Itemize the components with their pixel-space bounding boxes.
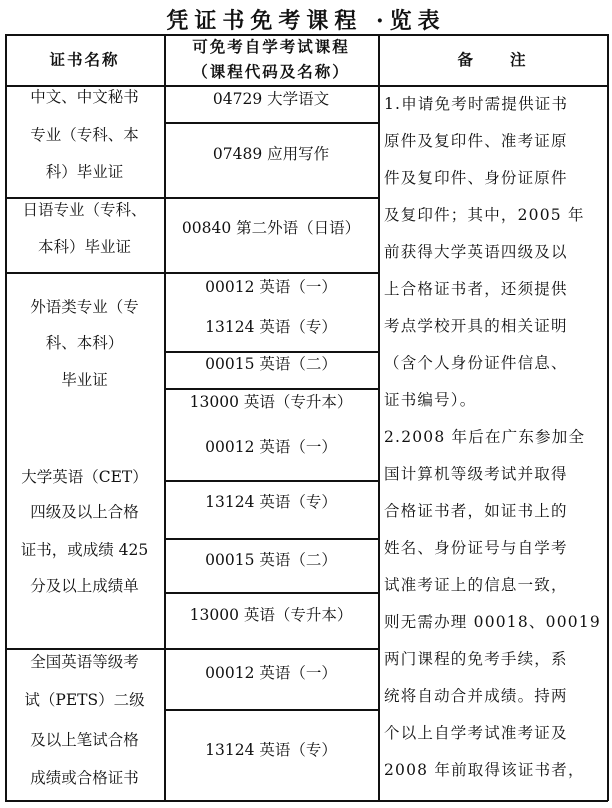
header-course-line2: （课程代码及名称） <box>192 62 350 81</box>
certificate-name-line: 及以上笔试合格 <box>30 731 139 749</box>
table-border <box>164 122 378 124</box>
remark-line: 统将自动合并成绩。持两 <box>384 687 568 705</box>
table-border <box>164 388 378 390</box>
table-border <box>5 197 164 199</box>
certificate-name-line: 专业（专科、本 <box>30 126 139 144</box>
table-border <box>164 272 378 274</box>
remark-line: 前获得大学英语四级及以 <box>384 243 568 261</box>
remark-line: 个以上自学考试准考证及 <box>384 724 568 742</box>
table-border <box>164 709 378 711</box>
table-border <box>164 538 378 540</box>
table-border <box>5 34 608 36</box>
course-line: 04729 大学语文 <box>212 90 330 108</box>
table-border <box>607 34 609 801</box>
course-line: 00015 英语（二） <box>205 551 337 569</box>
remark-line: 考点学校开具的相关证明 <box>384 317 568 335</box>
table-border <box>5 85 608 87</box>
certificate-name-line: 全国英语等级考 <box>30 653 139 671</box>
certificate-name-line: 科、本科） <box>45 334 124 352</box>
header-course-line1: 可免考自学考试课程 <box>192 37 350 56</box>
remark-line: 1.申请免考时需提供证书 <box>384 95 569 113</box>
remark-line: 原件及复印件、准考证原 <box>384 132 568 150</box>
certificate-name-line: 成绩或合格证书 <box>30 769 139 787</box>
certificate-name-line: 毕业证 <box>61 371 108 389</box>
remark-line: 证书编号）。 <box>384 391 477 409</box>
certificate-name-line: 试（PETS）二级 <box>24 691 145 709</box>
table-border <box>5 272 164 274</box>
certificate-name-line: 大学英语（CET） <box>21 468 148 486</box>
remark-line: 上合格证书者，还须提供 <box>384 280 568 298</box>
table-border <box>164 592 378 594</box>
remark-line: 2.2008 年后在广东参加全 <box>384 428 586 446</box>
certificate-name-line: 分及以上成绩单 <box>30 577 139 595</box>
table-border <box>164 648 378 650</box>
certificate-name-line: 证书，或成绩 425 <box>20 541 149 559</box>
remark-line: 姓名、身份证号与自学考 <box>384 539 568 557</box>
certificate-name-line: 本科）毕业证 <box>37 238 131 256</box>
table-border <box>164 351 378 353</box>
course-line: 07489 应用写作 <box>212 145 330 163</box>
remark-line: 两门课程的免考手续，系 <box>384 650 568 668</box>
remark-line: 合格证书者，如证书上的 <box>384 502 568 520</box>
table-border <box>5 34 7 801</box>
certificate-name-line: 日语专业（专科、 <box>22 201 147 219</box>
certificate-name-line: 四级及以上合格 <box>30 503 139 521</box>
table-border <box>164 480 378 482</box>
course-line: 13000 英语（专升本） <box>189 606 353 624</box>
course-line: 13124 英语（专） <box>205 493 337 511</box>
header-certificate-name: 证书名称 <box>49 50 120 69</box>
table-border <box>5 800 608 802</box>
course-line: 00012 英语（一） <box>205 664 337 682</box>
certificate-name-line: 科）毕业证 <box>45 163 124 181</box>
course-line: 13000 英语（专升本） <box>189 393 353 411</box>
remark-line: 国计算机等级考试并取得 <box>384 465 568 483</box>
course-line: 13124 英语（专） <box>205 318 337 336</box>
table-border <box>164 197 378 199</box>
remark-line: 件及复印件、身份证原件 <box>384 169 568 187</box>
course-line: 00840 第二外语（日语） <box>181 219 361 237</box>
header-remarks: 备 注 <box>457 50 528 69</box>
certificate-name-line: 中文、中文秘书 <box>30 88 139 106</box>
remark-line: （含个人身份证件信息、 <box>384 354 568 372</box>
remark-line: 及复印件；其中，2005 年 <box>384 206 585 224</box>
certificate-name-line: 外语类专业（专 <box>30 298 139 316</box>
course-line: 13124 英语（专） <box>205 741 337 759</box>
course-line: 00015 英语（二） <box>205 355 337 373</box>
table-border <box>378 34 380 801</box>
remark-line: 试准考证上的信息一致， <box>384 576 568 594</box>
remark-line: 2008 年前取得该证书者， <box>384 761 585 779</box>
course-line: 00012 英语（一） <box>205 438 337 456</box>
remark-line: 则无需办理 00018、00019 <box>384 613 601 631</box>
page-title: 凭证书免考课程 ·览表 <box>166 8 446 34</box>
table-border <box>5 648 164 650</box>
course-line: 00012 英语（一） <box>205 278 337 296</box>
